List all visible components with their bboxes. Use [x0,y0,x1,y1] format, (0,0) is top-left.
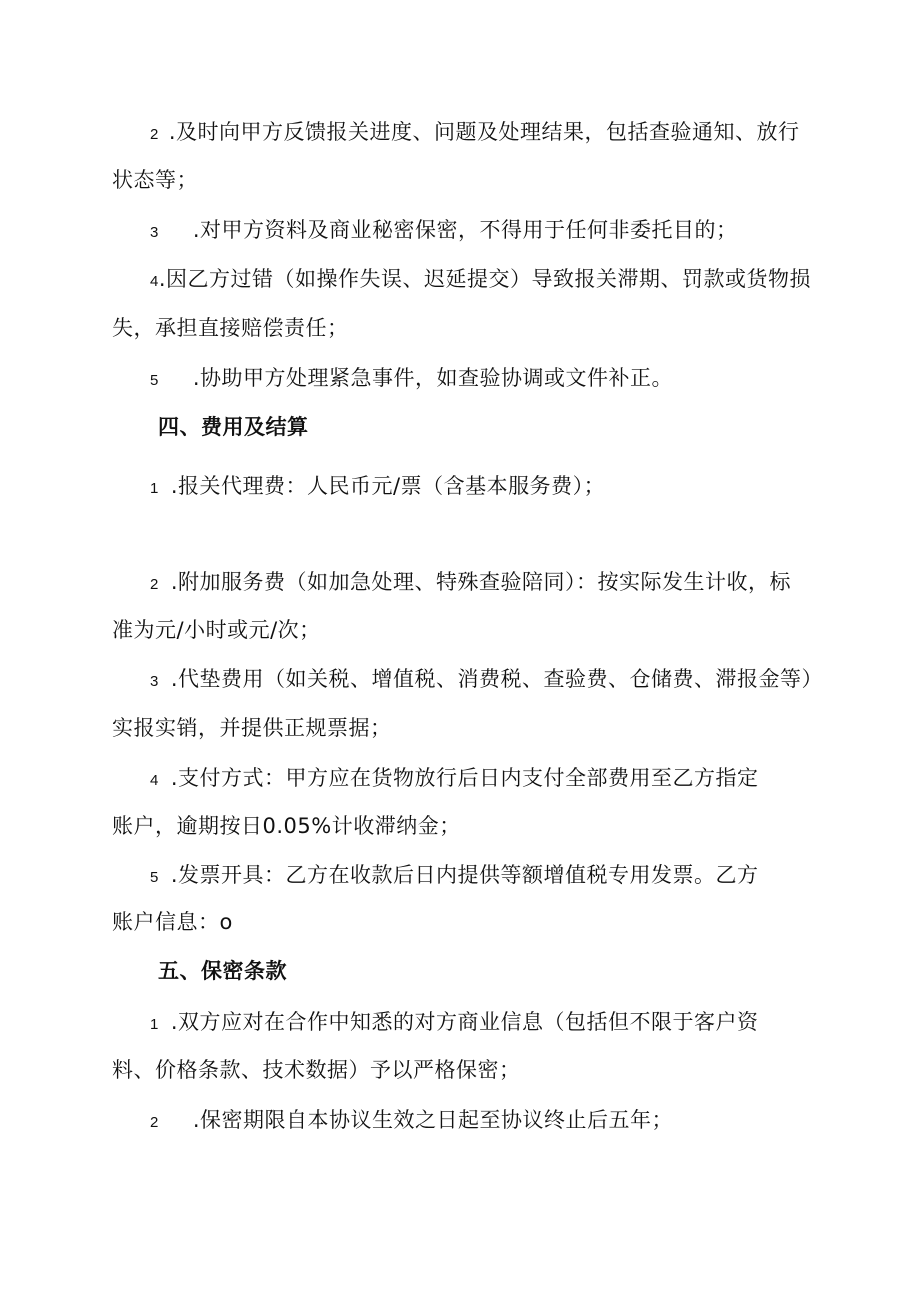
item-number: 5 [150,372,159,389]
item-number: 4 [150,273,159,290]
item-4-line-1 [150,265,811,296]
fee-item-3-line-1 [150,665,823,696]
item-text: 账户信息：o [112,910,233,934]
item-number: 2 [150,126,159,143]
item-number: 5 [150,869,159,886]
item-number: 4 [150,772,159,789]
conf-item-1-line-1 [150,1008,759,1039]
fee-item-5-line-2 [112,908,233,936]
item-text: .对甲方资料及商业秘密保密，不得用于任何非委托目的； [192,218,738,242]
item-5-line-1 [150,364,673,395]
item-number: 3 [150,673,159,690]
item-text: .及时向甲方反馈报关进度、问题及处理结果，包括查验通知、放行 [168,120,800,144]
item-number: 3 [150,224,159,241]
section-heading-confidentiality: 五、保密条款 [158,959,287,983]
fee-item-4-line-1 [150,764,759,795]
item-text: .双方应对在合作中知悉的对方商业信息（包括但不限于客户资 [170,1010,759,1034]
item-text: 准为元/小时或元/次； [112,618,321,642]
item-number: 2 [150,576,159,593]
item-text: 失，承担直接赔偿责任； [112,316,349,340]
fee-item-2-line-1 [150,568,791,599]
fee-item-3-line-2 [112,714,392,742]
item-text: .支付方式：甲方应在货物放行后日内支付全部费用至乙方指定 [170,766,759,790]
item-4-line-2 [112,314,349,342]
item-text: 状态等； [112,168,198,192]
item-text: .报关代理费：人民币元/票（含基本服务费）； [170,474,606,498]
fee-item-5-line-1 [150,861,759,892]
conf-item-2-line-1 [150,1106,673,1137]
item-number: 2 [150,1114,159,1131]
fee-item-1-line-1 [150,472,605,503]
item-text: .保密期限自本协议生效之日起至协议终止后五年； [192,1108,674,1132]
item-text: 实报实销，并提供正规票据； [112,716,392,740]
fee-item-2-line-2 [112,616,321,644]
item-2-line-1 [150,118,800,149]
item-text: .发票开具：乙方在收款后日内提供等额增值税专用发票。乙方 [170,863,759,887]
item-text: .因乙方过错（如操作失误、迟延提交）导致报关滞期、罚款或货物损 [158,267,812,291]
item-text: .协助甲方处理紧急事件，如查验协调或文件补正。 [192,366,674,390]
item-text: .附加服务费（如加急处理、特殊查验陪同）：按实际发生计收，标 [170,570,792,594]
conf-item-1-line-2 [112,1056,521,1084]
item-3-line-1 [150,216,738,247]
fee-item-4-line-2 [112,812,461,840]
item-text: 账户，逾期按日0.05%计收滞纳金； [112,814,461,838]
item-2-line-2 [112,166,198,194]
item-text: .代垫费用（如关税、增值税、消费税、查验费、仓储费、滞报金等） [170,667,824,691]
item-number: 1 [150,480,159,497]
section-heading-fees: 四、费用及结算 [158,415,309,439]
item-number: 1 [150,1016,159,1033]
item-text: 料、价格条款、技术数据）予以严格保密； [112,1058,521,1082]
